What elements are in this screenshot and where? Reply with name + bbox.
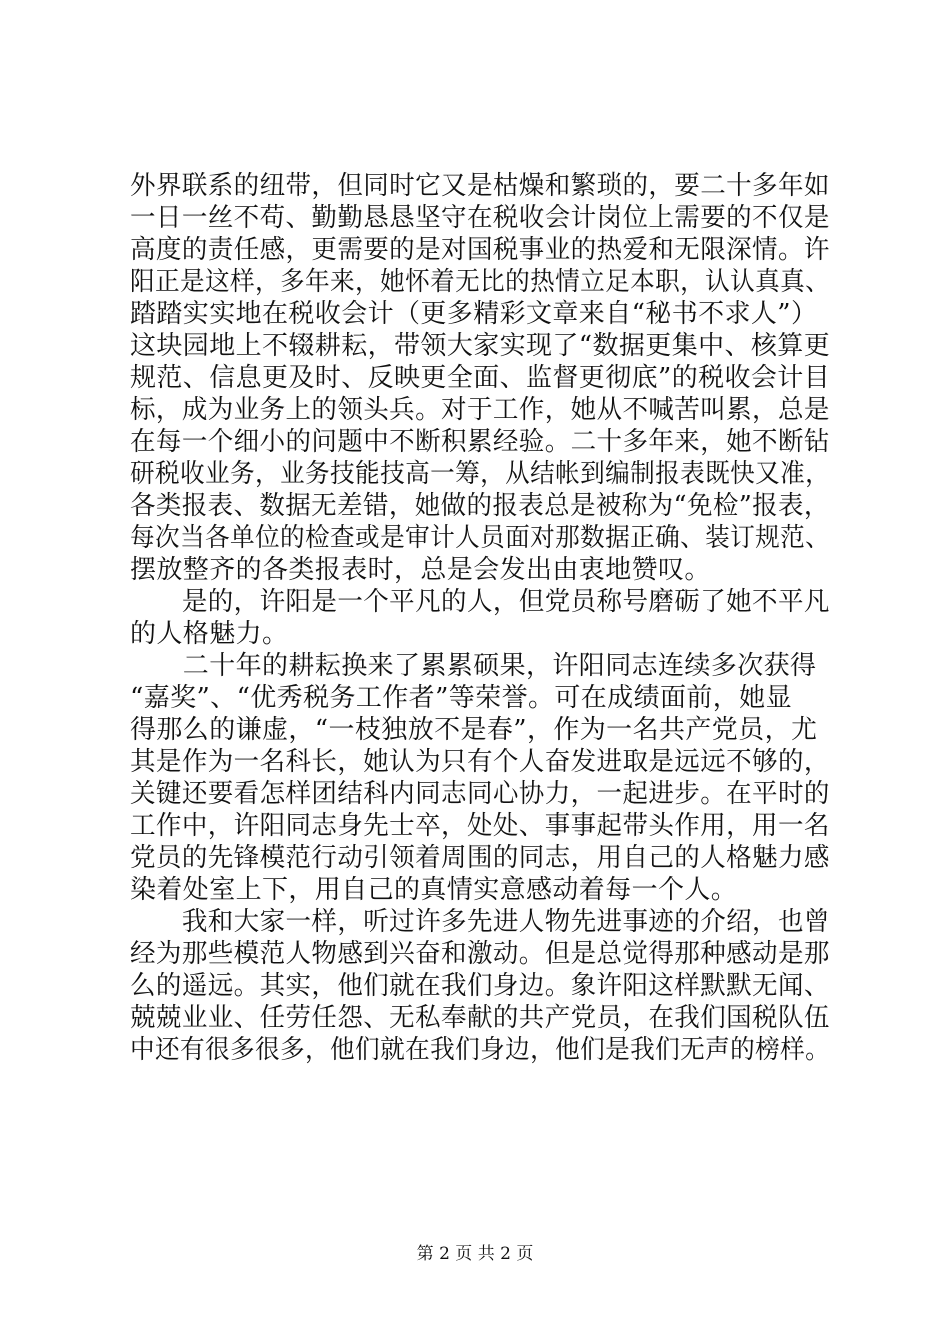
text-line: 工作中，许阳同志身先士卒，处处、事事起带头作用，用一名	[130, 811, 830, 841]
text-line: 经为那些模范人物感到兴奋和激动。但是总觉得那种感动是那	[130, 939, 830, 969]
text-line: 研税收业务，业务技能技高一筹，从结帐到编制报表既快又准，	[130, 459, 831, 489]
text-line: 党员的先锋模范行动引领着周围的同志，用自己的人格魅力感	[130, 843, 830, 873]
text-line: 规范、信息更及时、反映更全面、监督更彻底”的税收会计目	[130, 363, 831, 393]
text-line: 兢兢业业、任劳任怨、无私奉献的共产党员，在我们国税队伍	[130, 1003, 830, 1033]
text-line: 每次当各单位的检查或是审计人员面对那数据正确、装订规范、	[130, 523, 831, 553]
text-line: “嘉奖”、“优秀税务工作者”等荣誉。可在成绩面前，她显	[130, 683, 792, 713]
text-line: 在每一个细小的问题中不断积累经验。二十多年来，她不断钻	[130, 427, 830, 457]
text-line: 染着处室上下，用自己的真情实意感动着每一个人。	[130, 875, 738, 905]
text-line: 标，成为业务上的领头兵。对于工作，她从不喊苦叫累，总是	[130, 395, 830, 425]
page-footer	[0, 1243, 950, 1265]
text-line: 关键还要看怎样团结科内同志同心协力，一起进步。在平时的	[130, 779, 830, 809]
text-line: 高度的责任感，更需要的是对国税事业的热爱和无限深情。许	[130, 235, 830, 265]
text-line: 的人格魅力。	[130, 619, 289, 649]
text-line: 踏踏实实地在税收会计（更多精彩文章来自“秘书不求人”）	[130, 299, 818, 329]
text-line: 么的遥远。其实，他们就在我们身边。象许阳这样默默无闻、	[130, 971, 830, 1001]
text-line: 一日一丝不苟、勤勤恳恳坚守在税收会计岗位上需要的不仅是	[130, 203, 830, 233]
text-line: 是的，许阳是一个平凡的人，但党员称号磨砺了她不平凡	[130, 587, 830, 617]
text-line: 外界联系的纽带，但同时它又是枯燥和繁琐的，要二十多年如	[130, 171, 830, 201]
text-line: 这块园地上不辍耕耘，带领大家实现了“数据更集中、核算更	[130, 331, 831, 361]
text-line: 阳正是这样，多年来，她怀着无比的热情立足本职，认认真真、	[130, 267, 831, 297]
text-line: 其是作为一名科长，她认为只有个人奋发进取是远远不够的，	[130, 747, 830, 777]
text-line: 摆放整齐的各类报表时，总是会发出由衷地赞叹。	[130, 555, 711, 585]
text-line: 二十年的耕耘换来了累累硕果，许阳同志连续多次获得	[130, 651, 817, 681]
page-number-label: 第 2 页 共 2 页	[416, 1244, 534, 1264]
body-text	[130, 170, 830, 1066]
text-line: 各类报表、数据无差错，她做的报表总是被称为“免检”报表，	[130, 491, 830, 521]
text-line: 得那么的谦虚，“一枝独放不是春”，作为一名共产党员，尤	[130, 715, 818, 745]
text-line: 中还有很多很多，他们就在我们身边，他们是我们无声的榜样。	[130, 1035, 831, 1065]
text-line: 我和大家一样，听过许多先进人物先进事迹的介绍，也曾	[130, 907, 830, 937]
